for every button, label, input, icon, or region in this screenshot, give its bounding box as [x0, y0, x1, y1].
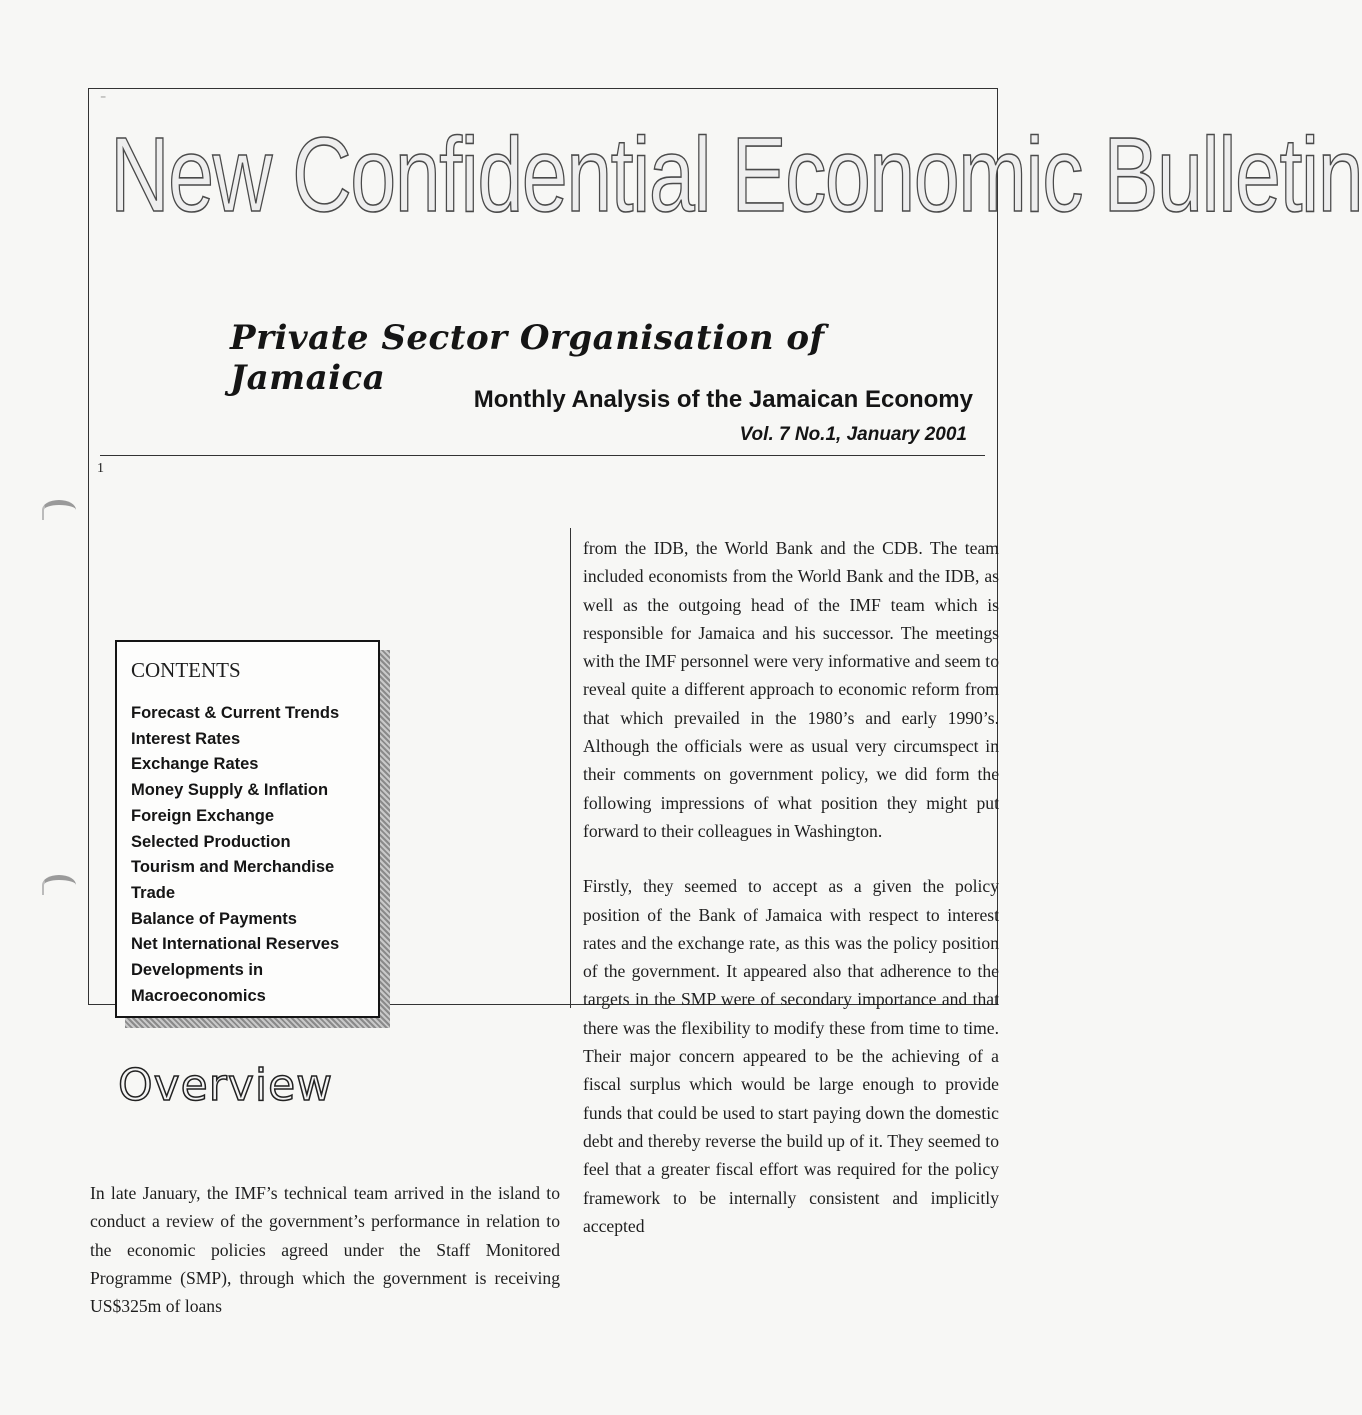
contents-item: Tourism and Merchandise	[131, 858, 335, 877]
bulletin-subtitle: Monthly Analysis of the Jamaican Economy	[473, 386, 973, 413]
contents-item: Money Supply & Inflation	[131, 781, 329, 800]
contents-list	[131, 701, 366, 1009]
overview-right-column	[583, 534, 999, 1267]
overview-paragraph: Firstly, they seemed to accept as a given the policy position of the Bank of Jamaica with respect to interest rates and the exchange rate, as this was the policy position of the government. It appeared also that adherence to the targets in the SMP were of secondary importance and that there was the flexibility to modify these from time to time. Their major concern appeared to be the achieving of a fiscal surplus which would be large enough to provide funds that could be used to start paying down the domestic debt and thereby reverse the build up of it. They seemed to feel that a greater fiscal effort was required for the policy framework to be internally consistent and implicitly accepted	[583, 876, 999, 1236]
page-number: 1	[97, 461, 104, 476]
organisation-name: Private Sector Organisation of Jamaica	[230, 318, 825, 398]
issue-info: Vol. 7 No.1, January 2001	[739, 424, 967, 445]
contents-item: Foreign Exchange	[131, 806, 275, 825]
overview-paragraph: from the IDB, the World Bank and the CDB. The team included economists from the World Bank and the IDB, as well as the outgoing head of the IMF team which is responsible for Jamaica and his successor. The meetings with the IMF personnel were very informative and seem to reveal quite a different approach to economic reform from that which prevailed in the 1980’s and early 1990’s. Although the officials were as usual very circumspect in their comments on government policy, we did form the following impressions of what position they might put forward to their colleagues in Washington.	[583, 538, 999, 841]
contents-item: Net International Reserves	[131, 935, 340, 954]
contents-item: Interest Rates	[131, 729, 241, 748]
scan-mark: ⁻	[100, 92, 107, 106]
contents-item: Forecast & Current Trends	[131, 704, 340, 722]
overview-left-column	[90, 1179, 560, 1320]
punch-hole-upper	[42, 500, 76, 520]
contents-item: Trade	[131, 883, 176, 902]
punch-hole-lower	[42, 875, 76, 895]
overview-paragraph: In late January, the IMF’s technical team arrived in the island to conduct a review of the government’s performance in relation to the economic policies agreed under the Staff Monitored Programme (SMP), through which the government is receiving US$325m of loans	[90, 1183, 560, 1317]
masthead-title: New Confidential Economic Bulletin	[110, 116, 1362, 234]
contents-item: Exchange Rates	[131, 755, 259, 774]
top-rule	[88, 88, 998, 89]
column-divider	[570, 528, 571, 1008]
contents-title: CONTENTS	[131, 658, 241, 682]
contents-box	[115, 640, 380, 1018]
contents-item: Macroeconomics	[131, 986, 266, 1005]
contents-item: Balance of Payments	[131, 909, 297, 928]
contents-item: Developments in	[131, 961, 264, 980]
header-rule	[100, 455, 985, 456]
contents-item: Selected Production	[131, 832, 291, 851]
overview-heading: Overview	[118, 1060, 334, 1111]
